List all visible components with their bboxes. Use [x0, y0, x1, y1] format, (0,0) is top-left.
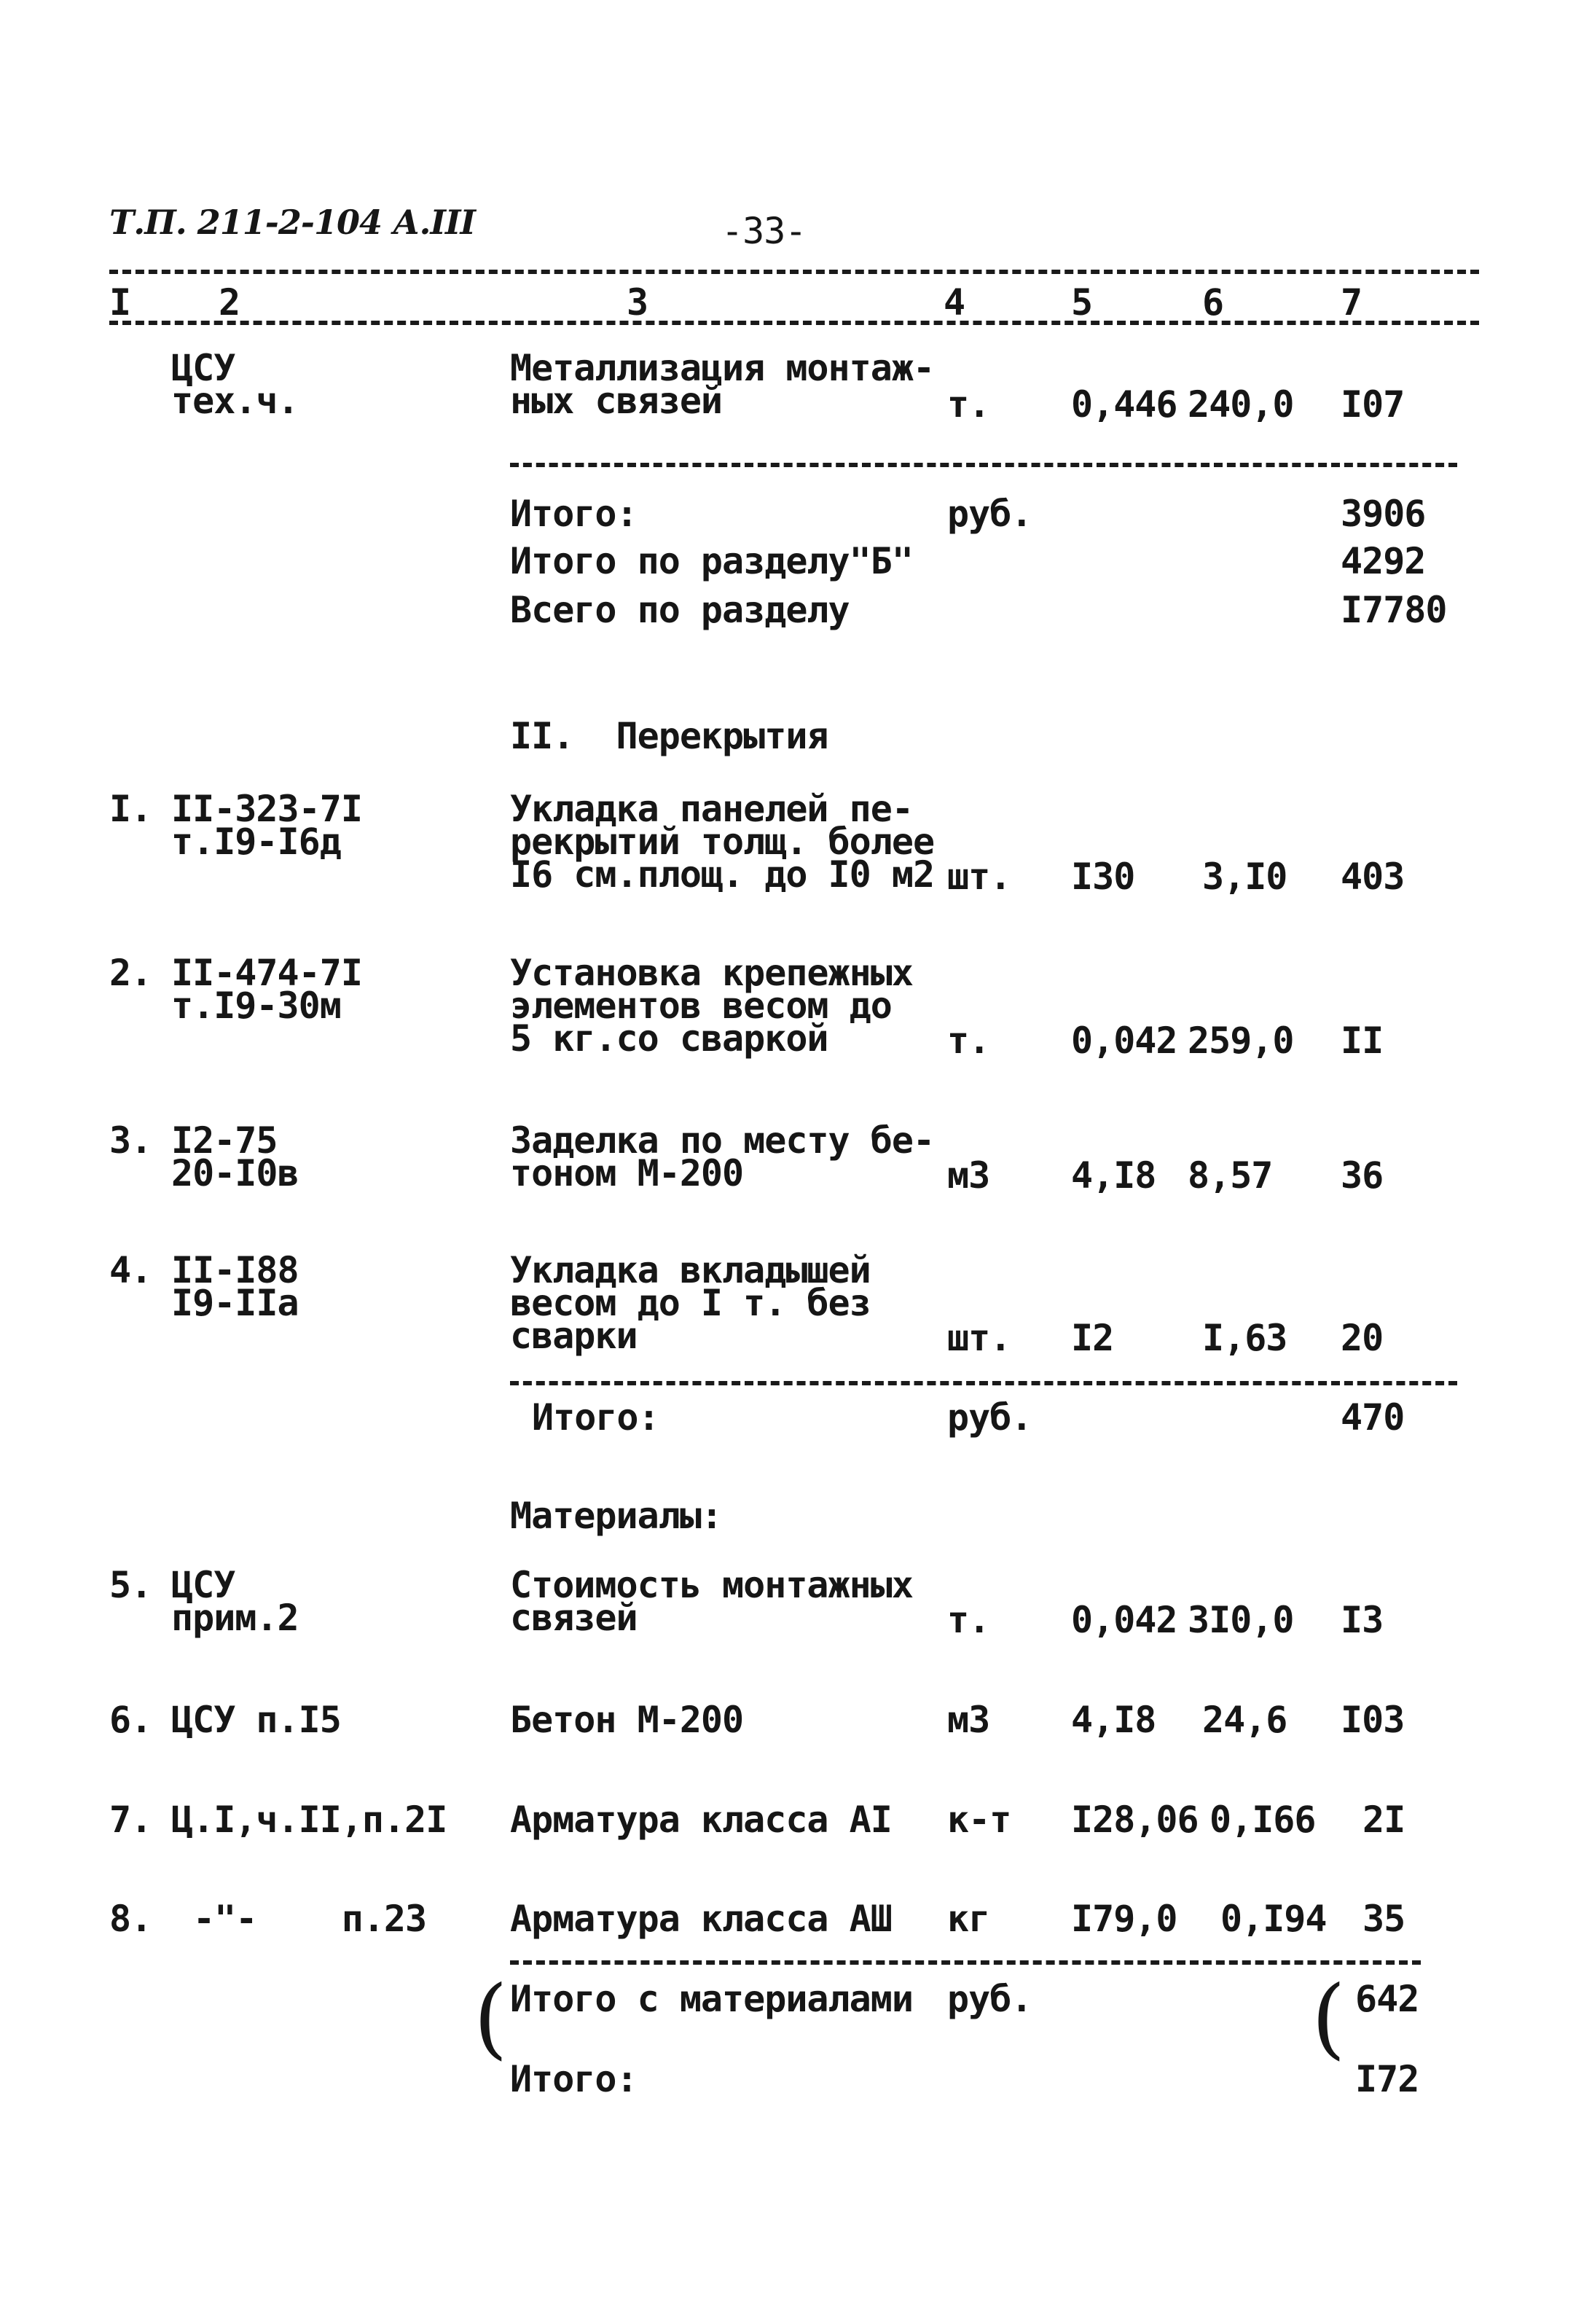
- final-itogo-label: Итого:: [510, 2058, 638, 2100]
- doc-code: Т.П. 211-2-104 А.III: [109, 203, 476, 242]
- prev-row-code-2: тех.ч.: [171, 380, 299, 422]
- row-1-code-2: т.I9-I6д: [171, 821, 341, 863]
- row-8-name-1: Арматура класса АШ: [510, 1898, 892, 1940]
- col-num-4: 4: [944, 281, 965, 324]
- col-num-5: 5: [1071, 281, 1093, 324]
- row-2-price: 259,0: [1188, 1020, 1294, 1062]
- row-1-name-3: I6 см.площ. до I0 м2: [510, 853, 935, 896]
- header-top-rule: [109, 270, 1479, 274]
- subtotal-1-value: 470: [1341, 1396, 1405, 1439]
- col-num-2: 2: [219, 281, 240, 324]
- row-4-name-3: сварки: [510, 1315, 638, 1357]
- row-4-name-2: весом до I т. без: [510, 1282, 871, 1324]
- row-4-unit: шт.: [947, 1317, 1011, 1359]
- row-3-total: 36: [1341, 1154, 1384, 1197]
- col-num-3: 3: [627, 281, 648, 324]
- rule-c: [510, 1960, 1421, 1965]
- row-4-qty: I2: [1071, 1317, 1114, 1359]
- with-materials-label: Итого с материалами: [510, 1978, 913, 2020]
- col-num-1: I: [109, 281, 131, 324]
- prev-row-name-1: Металлизация монтаж-: [510, 347, 935, 389]
- row-3-name-1: Заделка по месту бе-: [510, 1119, 935, 1162]
- row-7-price: 0,I66: [1209, 1799, 1316, 1841]
- subtotal-1-unit: руб.: [947, 1396, 1032, 1439]
- row-3-num: 3.: [109, 1119, 152, 1162]
- row-2-name-2: элементов весом до: [510, 985, 892, 1027]
- right-brace: (: [1311, 1968, 1346, 2069]
- itogo-b-value: 4292: [1341, 540, 1426, 582]
- prev-row-code-1: ЦСУ: [171, 347, 235, 389]
- row-1-code-1: II-323-7I: [171, 788, 362, 830]
- col-num-6: 6: [1202, 281, 1224, 324]
- row-7-num: 7.: [109, 1799, 152, 1841]
- row-7-code-1: Ц.I,ч.II,п.2I: [171, 1799, 447, 1841]
- subtotal-1-label: Итого:: [532, 1396, 659, 1439]
- row-6-num: 6.: [109, 1699, 152, 1741]
- row-5-name-2: связей: [510, 1597, 638, 1639]
- row-5-unit: т.: [947, 1599, 990, 1641]
- row-1-num: I.: [109, 788, 152, 830]
- itogo-b-label: Итого по разделу"Б": [510, 540, 913, 582]
- row-7-total: 2I: [1362, 1799, 1405, 1841]
- row-3-price: 8,57: [1188, 1154, 1273, 1197]
- row-4-code-1: II-I88: [171, 1249, 299, 1291]
- row-7-qty: I28,06: [1071, 1799, 1199, 1841]
- header-bottom-rule: [109, 321, 1479, 325]
- row-1-qty: I30: [1071, 856, 1135, 898]
- row-4-num: 4.: [109, 1249, 152, 1291]
- row-3-code-1: I2-75: [171, 1119, 278, 1162]
- row-2-code-2: т.I9-30м: [171, 985, 341, 1027]
- prev-row-name-2: ных связей: [510, 380, 723, 422]
- row-6-price: 24,6: [1202, 1699, 1287, 1741]
- vsego-value: I7780: [1341, 589, 1447, 631]
- vsego-label: Всего по разделу: [510, 589, 850, 631]
- row-4-name-1: Укладка вкладышей: [510, 1249, 871, 1291]
- row-5-total: I3: [1341, 1599, 1384, 1641]
- row-3-qty: 4,I8: [1071, 1154, 1156, 1197]
- row-5-num: 5.: [109, 1564, 152, 1606]
- row-1-name-2: рекрытий толщ. более: [510, 821, 935, 863]
- row-4-price: I,63: [1202, 1317, 1287, 1359]
- row-2-name-3: 5 кг.со сваркой: [510, 1017, 828, 1060]
- prev-row-total: I07: [1341, 383, 1405, 426]
- itogo-value: 3906: [1341, 493, 1426, 535]
- row-8-num: 8.: [109, 1898, 152, 1940]
- row-5-name-1: Стоимость монтажных: [510, 1564, 913, 1606]
- row-1-name-1: Укладка панелей пе-: [510, 788, 913, 830]
- row-5-price: 3I0,0: [1188, 1599, 1294, 1641]
- row-7-unit: к-т: [947, 1799, 1011, 1841]
- left-brace: (: [474, 1968, 508, 2069]
- row-8-total: 35: [1362, 1898, 1405, 1940]
- row-1-unit: шт.: [947, 856, 1011, 898]
- with-materials-unit: руб.: [947, 1978, 1032, 2020]
- row-6-code-1: ЦСУ п.I5: [171, 1699, 341, 1741]
- row-6-unit: м3: [947, 1699, 990, 1741]
- row-8-price: 0,I94: [1220, 1898, 1327, 1940]
- rule-a: [510, 463, 1457, 467]
- row-5-code-1: ЦСУ: [171, 1564, 235, 1606]
- row-2-name-1: Установка крепежных: [510, 952, 913, 994]
- prev-row-qty: 0,446: [1071, 383, 1177, 426]
- row-4-total: 20: [1341, 1317, 1384, 1359]
- row-2-total: II: [1341, 1020, 1384, 1062]
- prev-row-unit: т.: [947, 383, 990, 426]
- row-5-code-2: прим.2: [171, 1597, 299, 1639]
- row-2-unit: т.: [947, 1020, 990, 1062]
- row-6-qty: 4,I8: [1071, 1699, 1156, 1741]
- page-number: -33-: [721, 210, 807, 252]
- row-6-name-1: Бетон М-200: [510, 1699, 744, 1741]
- col-num-7: 7: [1341, 281, 1362, 324]
- row-2-num: 2.: [109, 952, 152, 994]
- with-materials-value: 642: [1355, 1978, 1419, 2020]
- row-6-total: I03: [1341, 1699, 1405, 1741]
- row-8-unit: кг: [947, 1898, 990, 1940]
- materials-title: Материалы:: [510, 1495, 723, 1537]
- itogo-label: Итого:: [510, 493, 638, 535]
- section-title: II. Перекрытия: [510, 715, 828, 757]
- row-4-code-2: I9-IIа: [171, 1282, 299, 1324]
- rule-b: [510, 1381, 1457, 1385]
- final-itogo-value: I72: [1355, 2058, 1419, 2100]
- row-7-name-1: Арматура класса АI: [510, 1799, 892, 1841]
- itogo-unit: руб.: [947, 493, 1032, 535]
- row-3-unit: м3: [947, 1154, 990, 1197]
- row-8-qty: I79,0: [1071, 1898, 1177, 1940]
- row-2-qty: 0,042: [1071, 1020, 1177, 1062]
- row-1-price: 3,I0: [1202, 856, 1287, 898]
- row-2-code-1: II-474-7I: [171, 952, 362, 994]
- row-5-qty: 0,042: [1071, 1599, 1177, 1641]
- prev-row-price: 240,0: [1188, 383, 1294, 426]
- row-3-code-2: 20-I0в: [171, 1152, 299, 1194]
- row-8-code-1: -"- п.23: [193, 1898, 427, 1940]
- row-1-total: 403: [1341, 856, 1405, 898]
- row-3-name-2: тоном М-200: [510, 1152, 744, 1194]
